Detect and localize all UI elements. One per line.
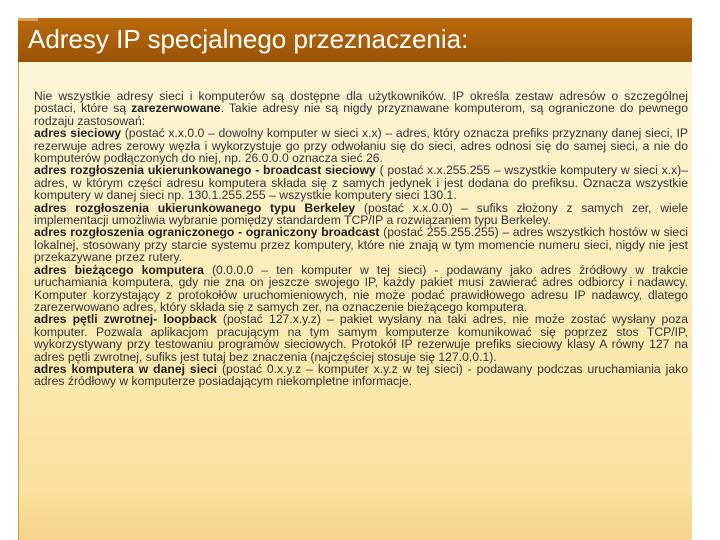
paragraph-term: adres komputera w danej sieci xyxy=(34,361,218,376)
paragraph-text: . Takie adresy nie są nigdy przyznawane komputerom, są ograniczone do pewnego rodzaju zastosowań: xyxy=(34,101,688,128)
paragraph-text: (postać 0.x.y.z – komputer x.y.z w tej sieci) - podawany podczas uruchamiania jako adres źródłowy w komputerze posiadającym niekompletne informacje. xyxy=(34,361,688,389)
paragraph-text: (postać x.x.0.0 – dowolny komputer w sieci x.x) – adres, który oznacza prefiks przyznany danej sieci, IP rezerwuje adres zerowy węzła i wykorzystuje go przy odwołaniu się do sieci, adres odnosi się do samej sieci, a nie do komputerów podłączonych do niej, np. 26.0.0.0 oznacza sieć 26. xyxy=(34,126,689,166)
paragraph-this-host xyxy=(34,264,688,314)
paragraph-network-address xyxy=(34,127,688,164)
paragraph-limited-broadcast xyxy=(34,226,688,263)
paragraph-term: adres bieżącego komputera xyxy=(34,262,204,277)
paragraph-text: ( postać x.x.255.255 – wszystkie komputery w sieci x.x)– adres, w którym części adresu komputera składa się z samych jedynek i jest dodana do prefiksu. Oznacza wszystkie komputery w danej sieci np. 130.1.255.255 – wszystkie komputery sieci 130.1. xyxy=(34,163,688,203)
paragraph-host-in-network xyxy=(34,363,688,388)
paragraph-loopback xyxy=(34,313,688,363)
title-accent xyxy=(18,18,38,21)
footer-band xyxy=(18,496,692,540)
paragraph-intro xyxy=(34,90,688,127)
paragraph-term: adres rozgłoszenia ograniczonego - ograniczony broadcast xyxy=(34,225,380,240)
paragraph-text: (0.0.0.0 – ten komputer w tej sieci) - podawany jako adres źródłowy w trakcie uruchamiania komputera, gdy nie zna on jeszcze swojego IP, każdy pakiet musi zawierać adres odbiorcy i nadawcy. Komputer korzystający z protokołów uruchomieniowych, nie może podać prawidłowego adresu IP nadawcy, dlatego zarezerwowano adres, który składa się z samych zer, na oznaczenie bieżącego komputera. xyxy=(34,262,689,314)
paragraph-text: (postać x.x.0.0) – sufiks złożony z samych zer, wiele implementacji umożliwia wybranie pomiędzy standardem TCP/IP a rozwiązaniem typu Berkeley. xyxy=(34,200,689,228)
slide-title: Adresy IP specjalnego przeznaczenia: xyxy=(28,24,469,54)
paragraph-term: adres sieciowy xyxy=(34,126,122,141)
panel-border xyxy=(18,62,19,540)
paragraph-term: adres pętli zwrotnej- loopback xyxy=(34,312,217,327)
paragraph-text: (postać 127.x.y.z) – pakiet wysłany na taki adres, nie może zostać wysłany poza komputer. Pozwala aplikacjom pracującym na tym samym komputerze komunikować się poprzez stos TCP/IP, wykorzystywany przy testowaniu programów sieciowych. Protokół IP rezerwuje prefiks sieciowy klasy A równy 127 na adres pętli zwrotnej, sufiks jest tutaj bez znaczenia (najczęściej stosuje się 127.0.0.1). xyxy=(34,312,688,364)
paragraph-berkeley-broadcast xyxy=(34,202,688,227)
paragraph-term: adres rozgłoszenia ukierunkowanego - broadcast sieciowy xyxy=(34,163,376,178)
paragraph-directed-broadcast xyxy=(34,164,688,201)
body-text xyxy=(34,90,688,388)
paragraph-text: (postać 255.255.255) – adres wszystkich hostów w sieci lokalnej, stosowany przy starcie systemu przez komputery, które nie znają w tym momencie numeru sieci, nigdy nie jest przekazywane przez rutery. xyxy=(34,225,688,265)
paragraph-text: Nie wszystkie adresy sieci i komputerów są dostępne dla użytkowników. IP określa zestaw adresów o szczególnej postaci, które są xyxy=(34,89,688,116)
paragraph-term: zarezerwowane xyxy=(131,101,221,116)
paragraph-term: adres rozgłoszenia ukierunkowanego typu Berkeley xyxy=(34,200,356,215)
